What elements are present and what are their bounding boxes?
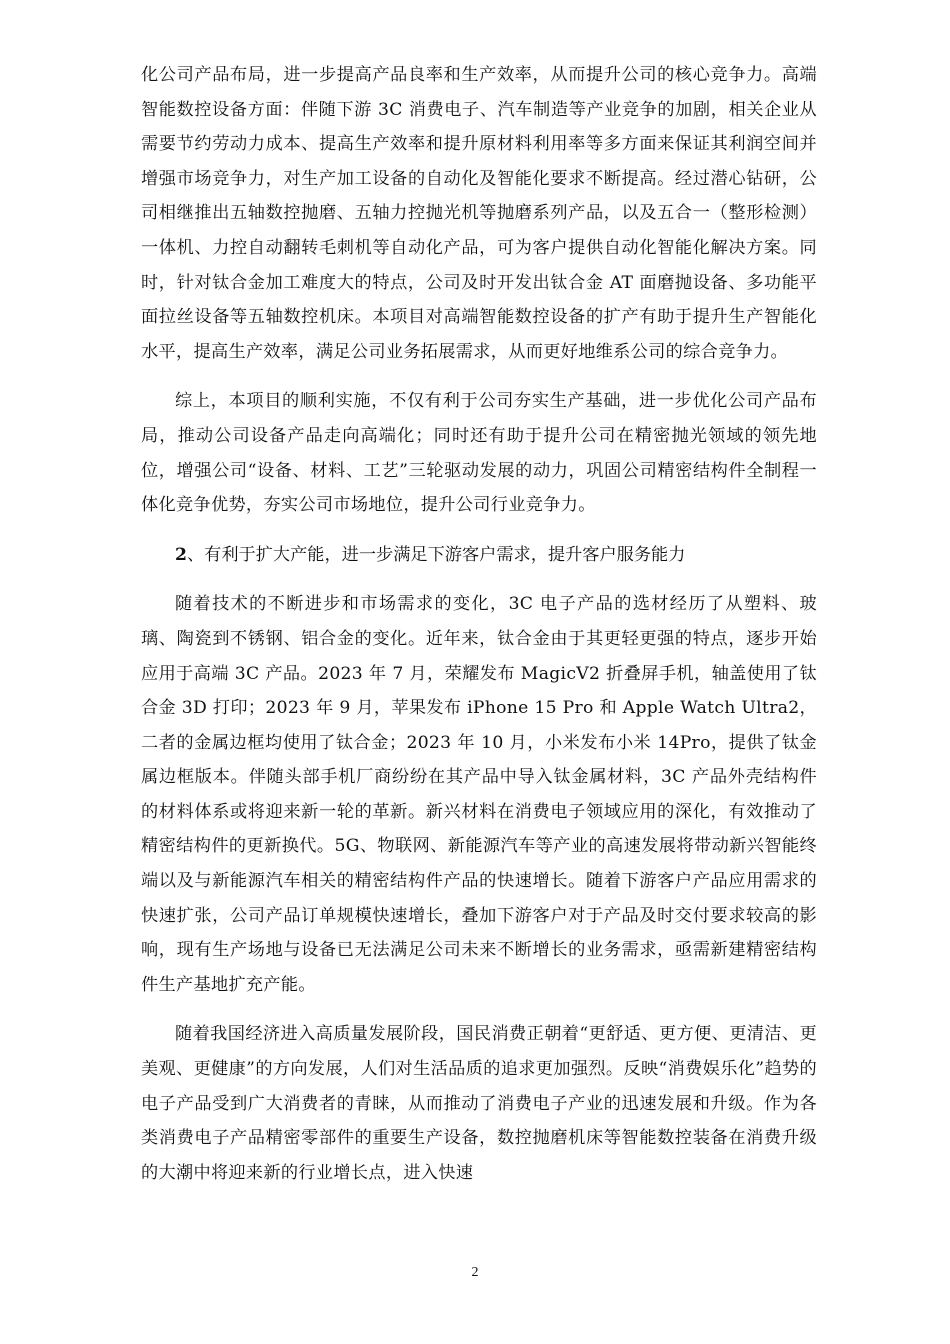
section-heading	[141, 538, 817, 573]
paragraph-summary: 综上，本项目的顺利实施，不仅有利于公司夯实生产基础，进一步优化公司产品布局，推动公司设备产品走向高端化；同时还有助于提升公司在精密抛光领域的领先地位，增强公司“设备、材料、工艺”三轮驱动发展的动力，巩固公司精密结构件全制程一体化竞争优势，夯实公司市场地位，提升公司行业竞争力。	[141, 391, 817, 516]
section-number: 2	[175, 544, 187, 565]
paragraph-consumption-upgrade: 随着我国经济进入高质量发展阶段，国民消费正朝着“更舒适、更方便、更清洁、更美观、更健康”的方向发展，人们对生活品质的追求更加强烈。反映“消费娱乐化”趋势的电子产品受到广大消费者的青睐，从而推动了消费电子产业的迅速发展和升级。作为各类消费电子产品精密零部件的重要生产设备，数控抛磨机床等智能数控装备在消费升级的大潮中将迎来新的行业增长点，进入快速	[141, 1024, 817, 1183]
paragraph-titanium-materials: 随着技术的不断进步和市场需求的变化，3C 电子产品的选材经历了从塑料、玻璃、陶瓷到不锈钢、铝合金的变化。近年来，钛合金由于其更轻更强的特点，逐步开始应用于高端 3C 产品。2023 年 7 月，荣耀发布 MagicV2 折叠屏手机，轴盖使用了钛合金 3D 打印；2023 年 9 月，苹果发布 iPhone 15 Pro 和 Apple Watch Ultra2，二者的金属边框均使用了钛合金；2023 年 10 月，小米发布小米 14Pro，提供了钛金属边框版本。伴随头部手机厂商纷纷在其产品中导入钛金属材料，3C 产品外壳结构件的材料体系或将迎来新一轮的革新。新兴材料在消费电子领域应用的深化，有效推动了精密结构件的更新换代。5G、物联网、新能源汽车等产业的高速发展将带动新兴智能终端以及与新能源汽车相关的精密结构件产品的快速增长。随着下游客户产品应用需求的快速扩张，公司产品订单规模快速增长，叠加下游客户对于产品及时交付要求较高的影响，现有生产场地与设备已无法满足公司未来不断增长的业务需求，亟需新建精密结构件生产基地扩充产能。	[141, 594, 817, 995]
document-page	[141, 58, 817, 1205]
section-title: 、有利于扩大产能，进一步满足下游客户需求，提升客户服务能力	[186, 544, 686, 565]
page-number: 2	[471, 1265, 479, 1280]
paragraph-product-layout: 化公司产品布局，进一步提高产品良率和生产效率，从而提升公司的核心竞争力。高端智能数控设备方面：伴随下游 3C 消费电子、汽车制造等产业竞争的加剧，相关企业从需要节约劳动力成本、提高生产效率和提升原材料利用率等多方面来保证其利润空间并增强市场竞争力，对生产加工设备的自动化及智能化要求不断提高。经过潜心钻研，公司相继推出五轴数控抛磨、五轴力控抛光机等抛磨系列产品，以及五合一（整形检测）一体机、力控自动翻转毛刺机等自动化产品，可为客户提供自动化智能化解决方案。同时，针对钛合金加工难度大的特点，公司及时开发出钛合金 AT 面磨抛设备、多功能平面拉丝设备等五轴数控机床。本项目对高端智能数控设备的扩产有助于提升生产智能化水平，提高生产效率，满足公司业务拓展需求，从而更好地维系公司的综合竞争力。	[141, 65, 817, 362]
